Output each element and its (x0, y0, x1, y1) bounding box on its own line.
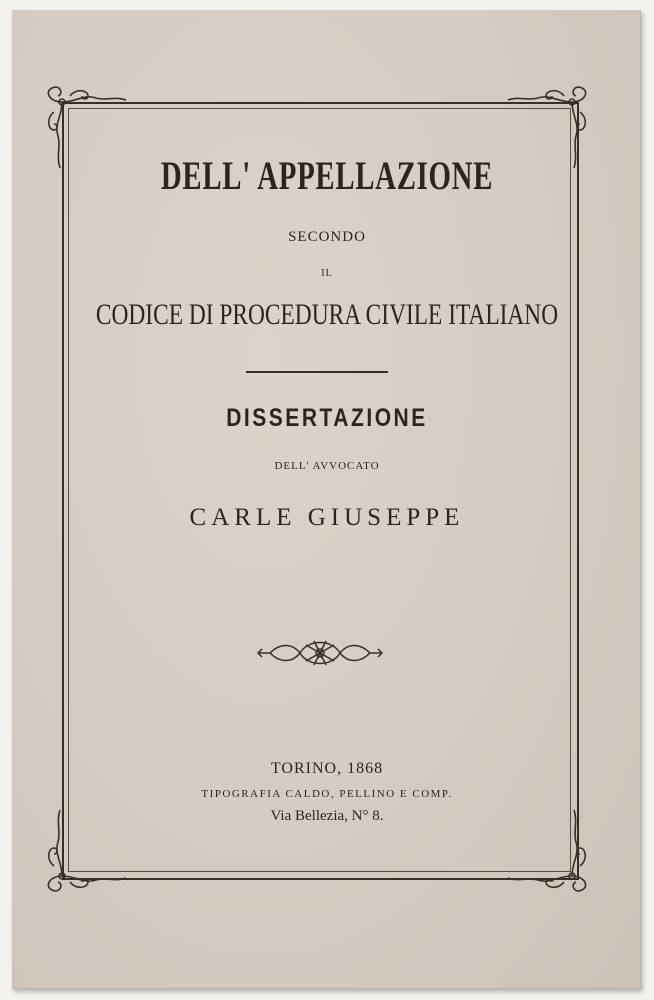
subtitle-codice: CODICE DI PROCEDURA CIVILE ITALIANO (95, 298, 559, 331)
imprint-city-year: TORINO, 1868 (270, 760, 384, 777)
subtitle-secondo: SECONDO (288, 229, 366, 245)
dissertation-heading: DISSERTAZIONE (226, 404, 428, 432)
author-prefix: DELL' AVVOCATO (274, 460, 380, 472)
imprint-address: Via Bellezia, N° 8. (270, 808, 384, 824)
subtitle-il: IL (321, 268, 333, 279)
book-title: DELL' APPELLAZIONE (160, 153, 494, 198)
border-frame-inner (68, 108, 571, 872)
central-ornament-icon (256, 631, 384, 675)
divider-rule (246, 371, 388, 373)
author-name: CARLE GIUSEPPE (189, 504, 465, 531)
imprint-printer: TIPOGRAFIA CALDO, PELLINO E COMP. (201, 788, 453, 800)
